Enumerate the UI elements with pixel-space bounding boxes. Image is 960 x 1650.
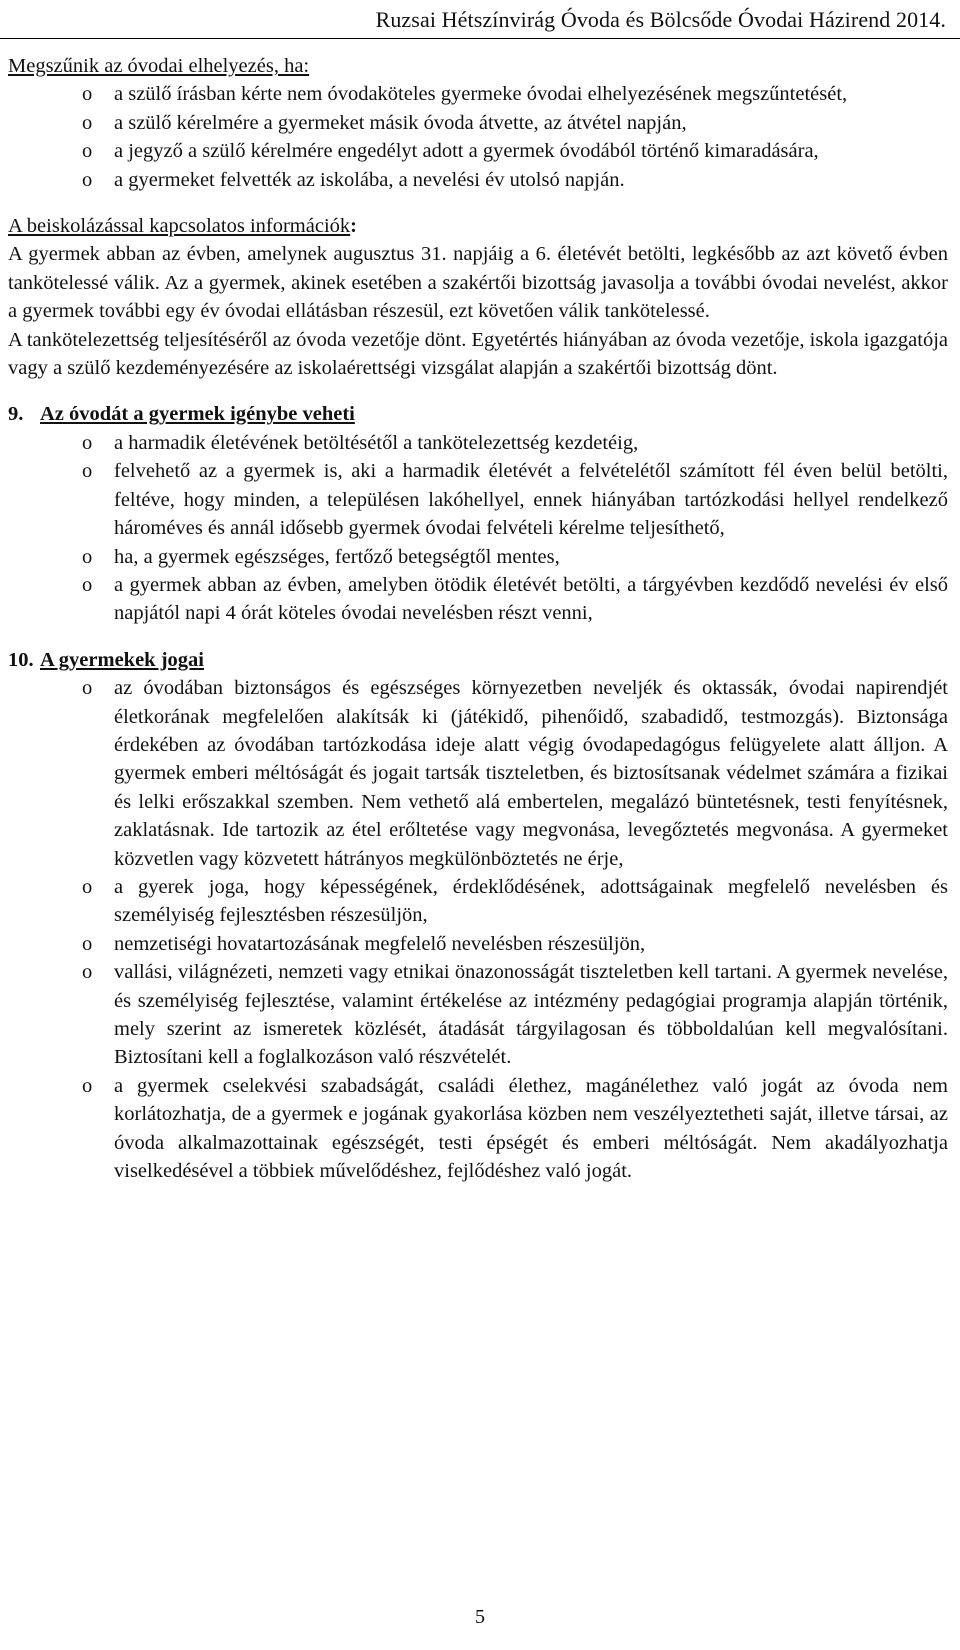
schooling-title: A beiskolázással kapcsolatos információk [8,215,351,238]
list-item: o ha, a gyermek egészséges, fertőző betegségtől mentes, [8,543,948,571]
list-item: o felvehető az a gyermek is, aki a harmadik életévét a felvételétől számított fél éven belül betölti, feltéve, hogy minden, a településen lakóhellyel, ennek hiányában tartózkodási hellyel rendelkező hároméves és annál idősebb gyermek óvodai felvételi kérelme teljesíthető, [8,457,948,542]
section-title: Az óvodát a gyermek igénybe veheti [40,403,355,426]
schooling-heading [8,212,948,240]
list-item: o a harmadik életévének betöltésétől a tankötelezettség kezdetéig, [8,429,948,457]
spacer [8,628,948,646]
section-9-heading [8,400,948,428]
page-header [0,4,960,39]
section-number: 9. [8,403,24,426]
spacer [8,194,948,212]
termination-list [8,80,948,194]
list-item: o a gyermek cselekvési szabadságát, családi élethez, magánélethez való jogát az óvoda nem korlátozhatja, de a gyermek e jogának gyakorlása közben nem veszélyeztetheti saját, illetve társai, az óvoda alkalmazottainak egészségét, testi épségét és emberi méltóságát. Nem akadályozhatja viselkedésével a többiek művelődéshez, fejlődéshez való jogát. [8,1072,948,1186]
section-number: 10. [8,648,34,671]
page-number: 5 [475,1606,485,1628]
list-item: o az óvodában biztonságos és egészséges környezetben neveljék és oktassák, óvodai napirendjét életkorának megfelelően alakítsák ki (játékidő, pihenőidő, szabadidő, testmozgás). Biztonsága érdekében az óvodában tartózkodása ideje alatt végig óvodapedagógus felügyelete alatt álljon. A gyermek emberi méltóságát és jogait tartsák tiszteletben, és biztosítsanak védelmet számára a fizikai és lelki erőszakkal szemben. Nem vethető alá embertelen, megalázó büntetésnek, testi fenyítésnek, zaklatásnak. Ide tartozik az étel erőltetése vagy megvonása, levegőztetés megvonása. A gyermeket közvetlen vagy közvetett hátrányos megkülönböztetés ne érje, [8,674,948,873]
running-title: Ruzsai Hétszínvirág Óvoda és Bölcsőde Óvodai Házirend 2014. [375,7,946,32]
schooling-colon: : [350,215,357,238]
schooling-paragraph: A gyermek abban az évben, amelynek augusztus 31. napjáig a 6. életévét betölti, legkésőbb az azt követő évben tankötelessé válik. Az a gyermek, akinek esetében a szakértői bizottság javasolja a további óvodai nevelést, akkor a gyermek további egy év óvodai ellátásban részesül, ezt követően válik tankötelessé. [8,243,948,323]
section-9-list [8,429,948,628]
list-item: o a gyermeket felvették az iskolába, a nevelési év utolsó napján. [8,166,948,194]
schooling-paragraph: A tankötelezettség teljesítéséről az óvoda vezetője dönt. Egyetértés hiányában az óvoda vezetője, iskola igazgatója vagy a szülő kezdeményezésére az iskolaérettségi vizsgálat alapján a szakértői bizottság dönt. [8,328,948,380]
spacer [8,382,948,400]
document-body [8,52,948,1185]
list-item: o a gyermek abban az évben, amelyben ötödik életévét betölti, a tárgyévben kezdődő nevelési év első napjától napi 4 órát köteles óvodai nevelésben részt venni, [8,571,948,628]
list-item: o vallási, világnézeti, nemzeti vagy etnikai önazonosságát tiszteletben kell tartani. A gyermek nevelése, és személyiség fejlesztése, valamint értékelése az intézmény pedagógiai programja alapján történik, mely szerint az ismeretek közlését, átadását tárgyilagosan és többoldalúan kell megvalósítani. Biztosítani kell a foglalkozáson való részvételét. [8,958,948,1072]
list-item: o a szülő írásban kérte nem óvodaköteles gyermeke óvodai elhelyezésének megszűntetését, [8,80,948,108]
list-item: o nemzetiségi hovatartozásának megfelelő nevelésben részesüljön, [8,930,948,958]
section-title: A gyermekek jogai [40,648,204,671]
list-item: o a jegyző a szülő kérelmére engedélyt adott a gyermek óvodából történő kimaradására, [8,137,948,165]
list-item: o a gyerek joga, hogy képességének, érdeklődésének, adottságainak megfelelő nevelésben és személyiség fejlesztésben részesüljön, [8,873,948,930]
section-10-list [8,674,948,1185]
list-item: o a szülő kérelmére a gyermeket másik óvoda átvette, az átvétel napján, [8,109,948,137]
termination-title: Megszűnik az óvodai elhelyezés, ha: [8,55,310,77]
section-10-heading [8,646,948,674]
